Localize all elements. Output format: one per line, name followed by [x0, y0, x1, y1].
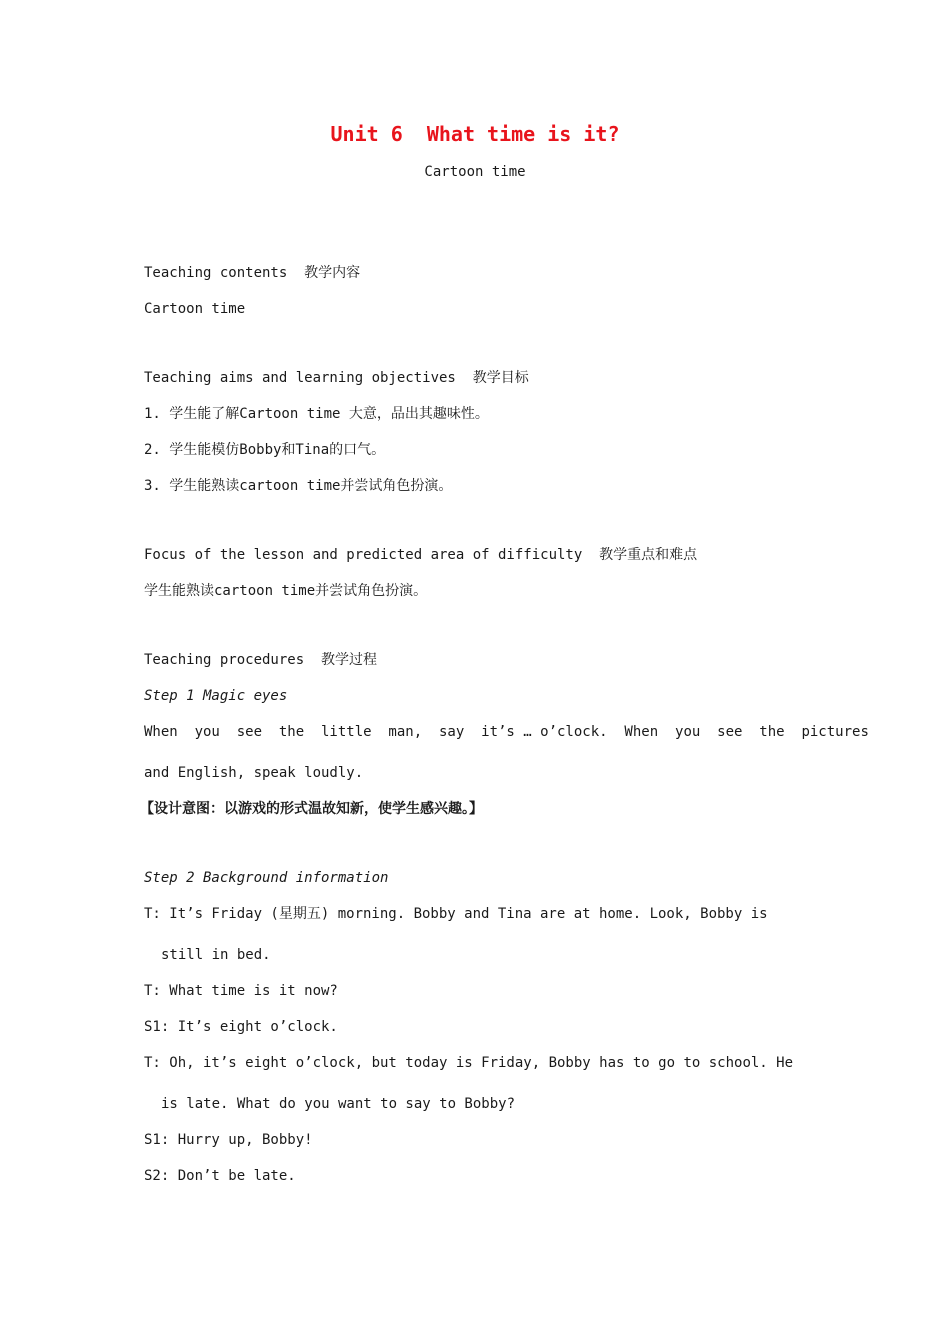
section-heading-focus: Focus of the lesson and predicted area of difficulty 教学重点和难点: [144, 547, 698, 563]
step2-line-5: T: Oh, it’s eight o’clock, but today is Friday, Bobby has to go to school. He: [144, 1055, 794, 1071]
step1-title: Step 1 Magic eyes: [144, 688, 288, 704]
step1-design-intent: 【设计意图：以游戏的形式温故知新，使学生感兴趣。】: [140, 801, 483, 817]
section-heading-contents: Teaching contents 教学内容: [144, 265, 361, 281]
focus-body: 学生能熟读cartoon time并尝试角色扮演。: [144, 583, 428, 599]
aim-item-3: 3. 学生能熟读cartoon time并尝试角色扮演。: [144, 478, 453, 494]
step2-line-8: S2: Don’t be late.: [144, 1168, 296, 1184]
contents-body: Cartoon time: [144, 301, 246, 317]
step2-line-4: S1: It’s eight o’clock.: [144, 1019, 338, 1035]
step1-line-1: When you see the little man, say it’s … o’clock. When you see the pictures: [144, 724, 869, 740]
step1-line-2: and English, speak loudly.: [144, 765, 364, 781]
step2-line-7: S1: Hurry up, Bobby!: [144, 1132, 313, 1148]
step2-title: Step 2 Background information: [144, 870, 389, 886]
aim-item-1: 1. 学生能了解Cartoon time 大意，品出其趣味性。: [144, 406, 489, 422]
section-heading-aims: Teaching aims and learning objectives 教学目标: [144, 370, 529, 386]
step2-line-3: T: What time is it now?: [144, 983, 338, 999]
step2-line-2: still in bed.: [161, 947, 271, 963]
document-title: Unit 6 What time is it?: [330, 122, 620, 146]
section-heading-procedures: Teaching procedures 教学过程: [144, 652, 378, 668]
document-subtitle: Cartoon time: [424, 164, 526, 180]
step2-line-1: T: It’s Friday (星期五) morning. Bobby and Tina are at home. Look, Bobby is: [144, 906, 768, 922]
aim-item-2: 2. 学生能模仿Bobby和Tina的口气。: [144, 442, 386, 458]
step2-line-6: is late. What do you want to say to Bobby?: [161, 1096, 516, 1112]
